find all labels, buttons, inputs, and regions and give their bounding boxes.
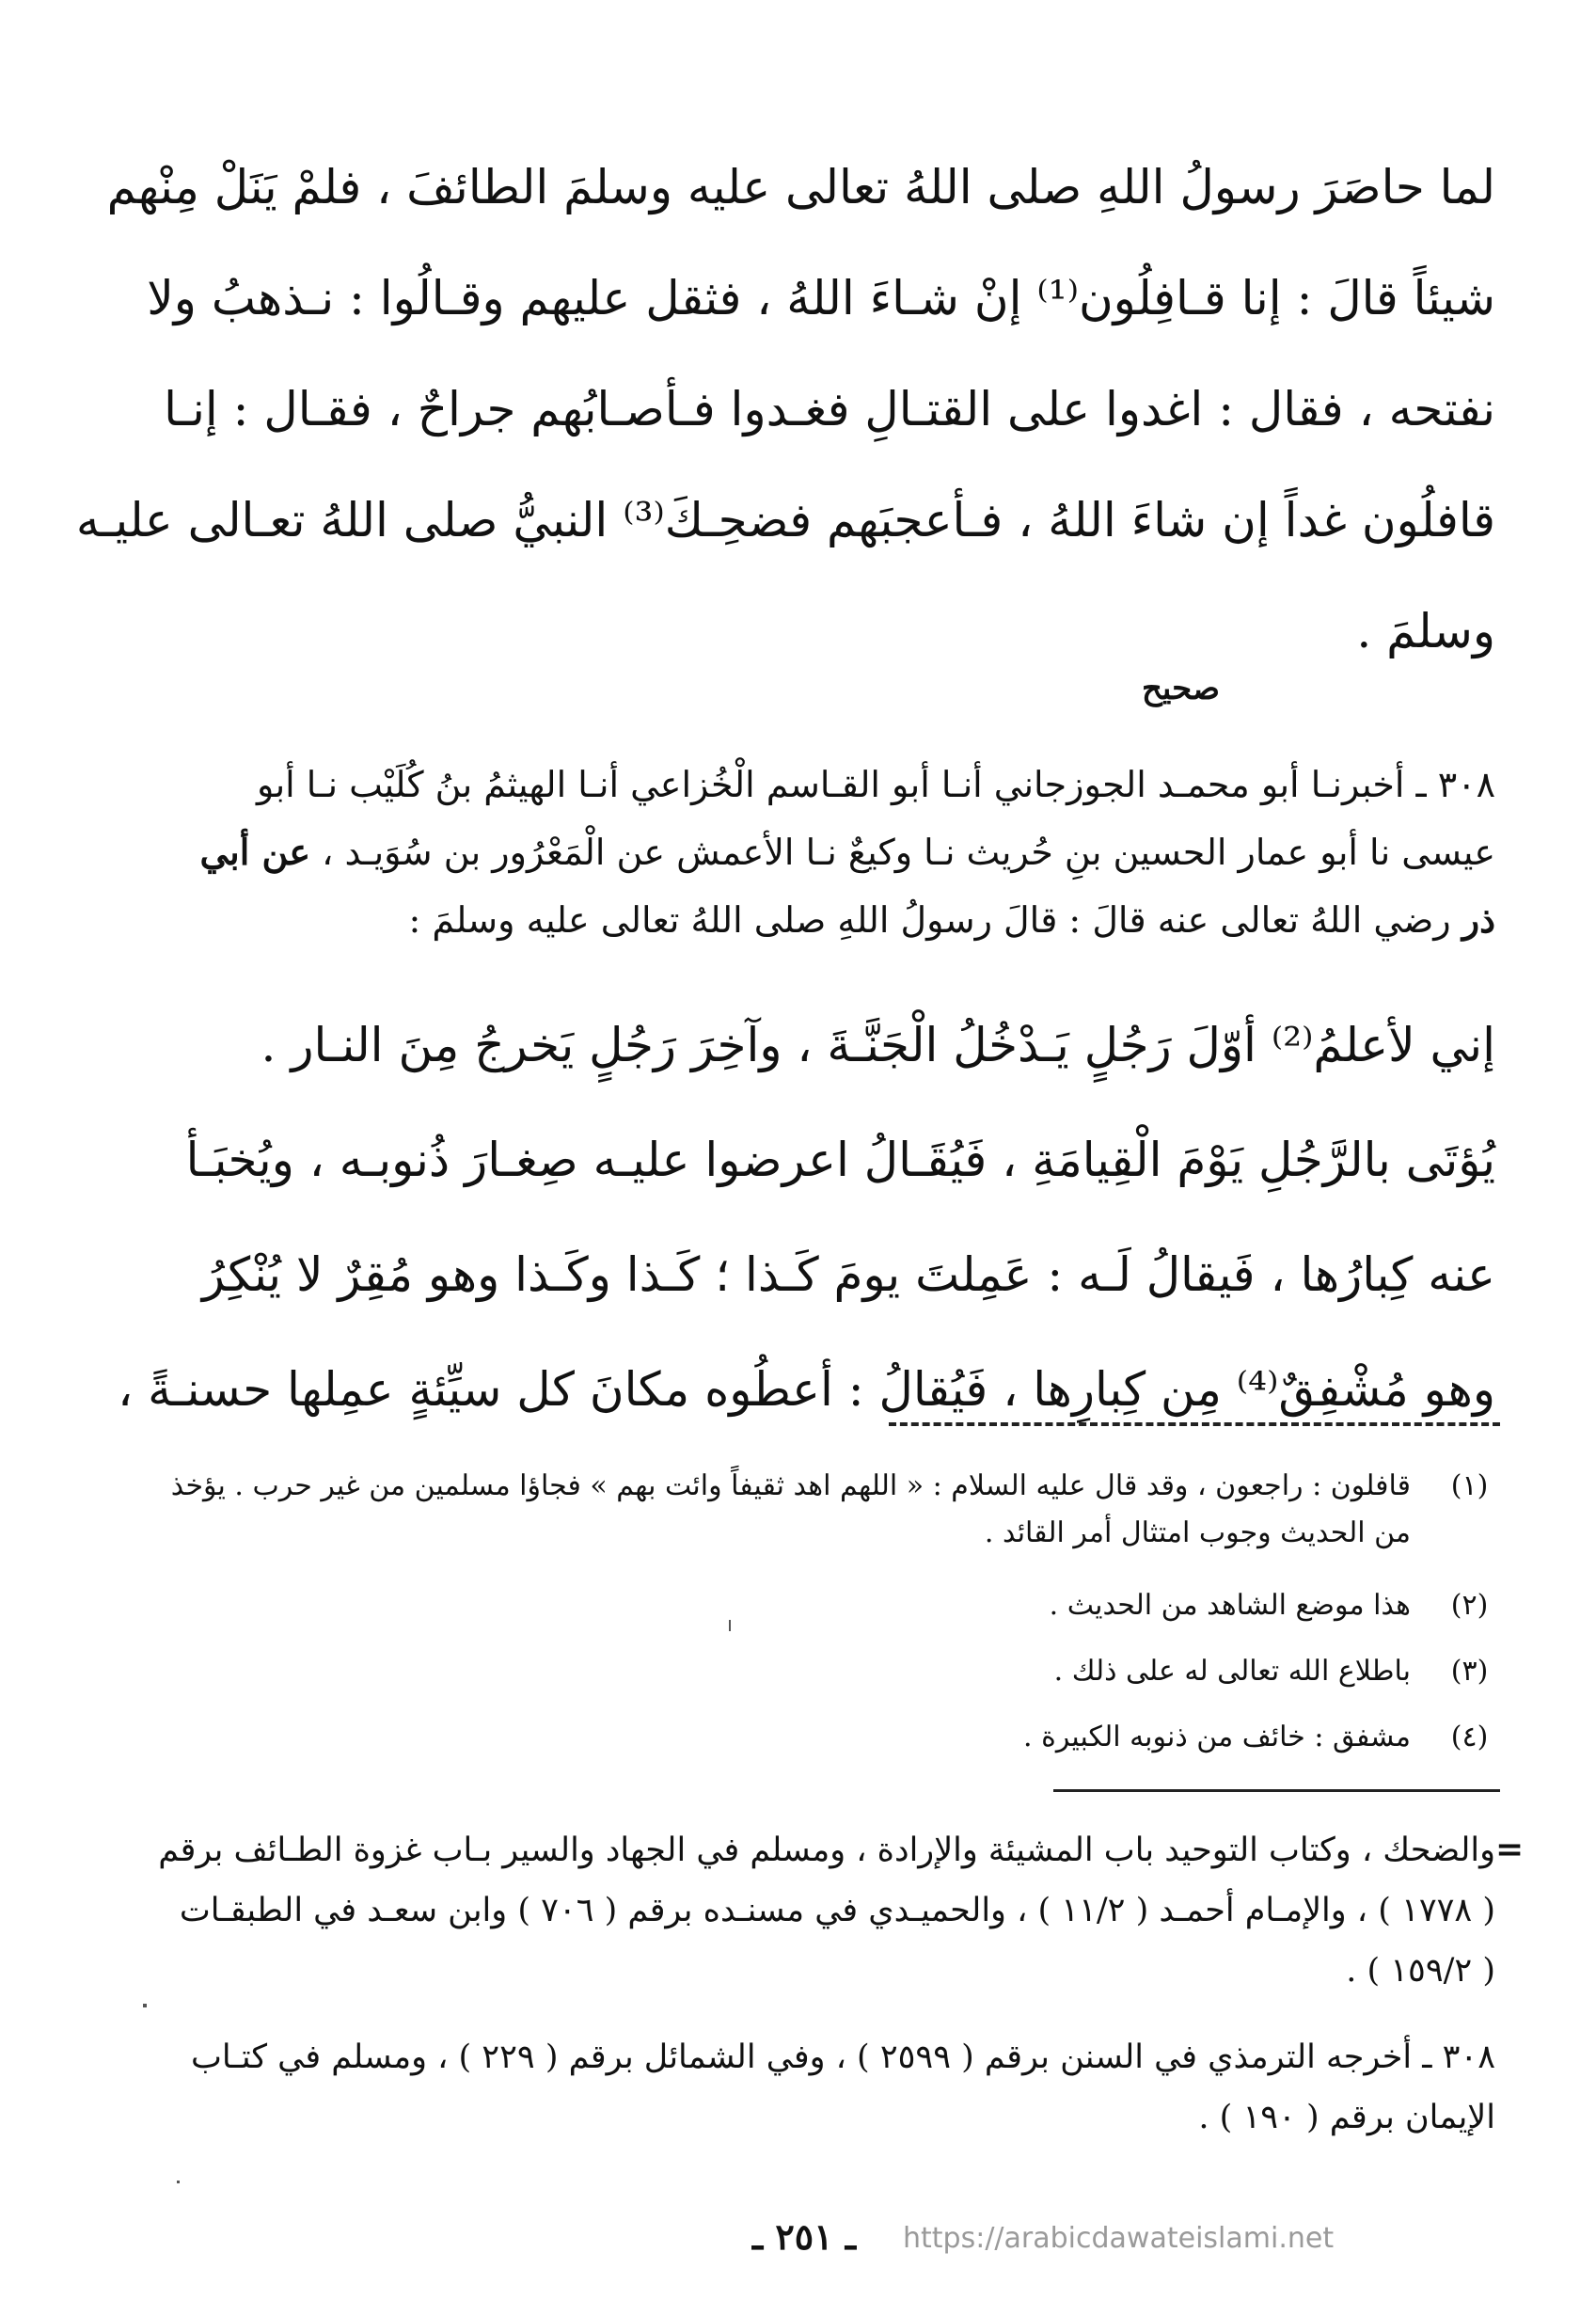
scan-speck bbox=[729, 1620, 731, 1631]
footnote-separator bbox=[889, 1422, 1500, 1426]
main-line: وسلمَ . bbox=[1356, 604, 1495, 658]
hadith-grade: صحيح bbox=[1141, 670, 1220, 707]
hadith-308-isnad bbox=[179, 751, 1495, 954]
references-separator bbox=[1053, 1789, 1500, 1792]
reference-line: الإيمان برقم ( ١٩٠ ) . bbox=[1198, 2099, 1495, 2136]
footnote-text: مشفق : خائف من ذنوبه الكبيرة . bbox=[1023, 1721, 1411, 1753]
isnad-narrator-bold: عن أبي bbox=[199, 831, 311, 873]
footnote bbox=[179, 1648, 1495, 1695]
isnad-text: عيسى نا أبو عمار الحسين بنِ حُريث نـا وكيعٌ نـا الأعمش عن الْمَعْرُور بن سُوَيـد ، bbox=[310, 832, 1495, 873]
scan-speck bbox=[143, 2004, 147, 2007]
hadith-308-text bbox=[118, 988, 1495, 1447]
footnote bbox=[179, 1582, 1495, 1629]
main-line: نفتحه ، فقال : اغدوا على القتـالِ فغـدوا فـأصـابُهم جراحٌ ، فقـال : إنـا bbox=[164, 382, 1495, 436]
footnote-text: باطلاع الله تعالى له على ذلك . bbox=[1053, 1655, 1411, 1688]
footnote-number: (٢) bbox=[1450, 1589, 1489, 1622]
hadith-line: يُؤتَى بالرَّجُلِ يَوْمَ الْقِيامَةِ ، فَيُقَـالُ اعرضوا عليـه صِغـارَ ذُنوبـه ، ويُخبَـأ bbox=[185, 1133, 1495, 1187]
footnote-text: قافلون : راجعون ، وقد قال عليه السلام : « اللهم اهد ثقيفاً وائت بهم » فجاؤا مسلمين من غير حرب . يؤخذ bbox=[170, 1469, 1411, 1502]
hadith-line: وهو مُشْفِقٌ⁽⁴⁾ مِن كِبارِها ، فَيُقالُ : أعطُوه مكانَ كل سيِّئةٍ عمِلها حسنـةً ، bbox=[118, 1362, 1495, 1417]
footnote-number: (١) bbox=[1450, 1469, 1489, 1502]
main-line: شيئاً قالَ : إنا قـافِلُون⁽¹⁾ إنْ شـاءَ اللهُ ، فثقل عليهم وقـالُوا : نـذهبُ ولا bbox=[147, 271, 1495, 325]
reference-line: والضحك ، وكتاب التوحيد باب المشيئة والإرادة ، ومسلم في الجهاد والسير بـاب غزوة الطـائف برقم bbox=[158, 1832, 1495, 1869]
footnote-number: (٤) bbox=[1450, 1721, 1489, 1753]
hadith-line: إني لأعلمُ⁽²⁾ أوّلَ رَجُلٍ يَـدْخُلُ الْجَنَّـةَ ، وآخِرَ رَجُلٍ يَخرجُ مِنَ النـار . bbox=[261, 1018, 1495, 1072]
isnad-line bbox=[179, 886, 1495, 954]
watermark-url: https://arabicdawateislami.net bbox=[903, 2222, 1335, 2255]
continuation-mark: = bbox=[1495, 1830, 1525, 1869]
hadith-line: عنه كِبارُها ، فَيقالُ لَـه : عَمِلتَ يومَ كَـذا ؛ كَـذا وكَـذا وهو مُقِرٌ لا يُنْكِرُ bbox=[201, 1247, 1495, 1302]
footnote bbox=[170, 1463, 1495, 1557]
main-line: قافلُون غداً إن شاءَ اللهُ ، فـأعجبَهم فضحِـكَ⁽³⁾ النبيُّ صلى اللهُ تعـالى عليـه bbox=[75, 493, 1495, 547]
main-paragraph bbox=[75, 132, 1495, 687]
references-308 bbox=[179, 2027, 1495, 2148]
scan-speck bbox=[177, 2181, 180, 2183]
references-previous bbox=[158, 1820, 1495, 2001]
reference-line: ( ١٧٧٨ ) ، والإمـام أحمـد ( ١١/٢ ) ، والحميـدي في مسنـده برقم ( ٧٠٦ ) وابن سعـد في الطبقـات bbox=[179, 1892, 1495, 1929]
page-number: ـ ٢٥١ ـ bbox=[752, 2215, 856, 2258]
footnote-number: (٣) bbox=[1450, 1655, 1489, 1688]
isnad-line: ٣٠٨ ـ أخبرنـا أبو محمـد الجوزجاني أنـا أبو القـاسم الْخُزاعي أنـا الهيثمُ بنُ كُلَيْب نـا أبو bbox=[256, 764, 1495, 805]
footnote bbox=[179, 1714, 1495, 1761]
footnote-text: هذا موضع الشاهد من الحديث . bbox=[1049, 1589, 1411, 1622]
isnad-line bbox=[179, 818, 1495, 886]
reference-line: ( ١٥٩/٢ ) . bbox=[1346, 1952, 1495, 1990]
footnote-text: من الحديث وجوب امتثال أمر القائد . bbox=[984, 1516, 1411, 1549]
isnad-narrator-bold: ذر bbox=[1462, 898, 1495, 941]
isnad-text: رضي اللهُ تعالى عنه قالَ : قالَ رسولُ اللهِ صلى اللهُ تعالى عليه وسلمَ : bbox=[408, 899, 1451, 941]
main-line: لما حاصَرَ رسولُ اللهِ صلى اللهُ تعالى عليه وسلمَ الطائفَ ، فلمْ يَنَلْ مِنْهم bbox=[106, 160, 1495, 214]
reference-line: ٣٠٨ ـ أخرجه الترمذي في السنن برقم ( ٢٥٩٩ ) ، وفي الشمائل برقم ( ٢٢٩ ) ، ومسلم في كتـاب bbox=[190, 2038, 1495, 2076]
